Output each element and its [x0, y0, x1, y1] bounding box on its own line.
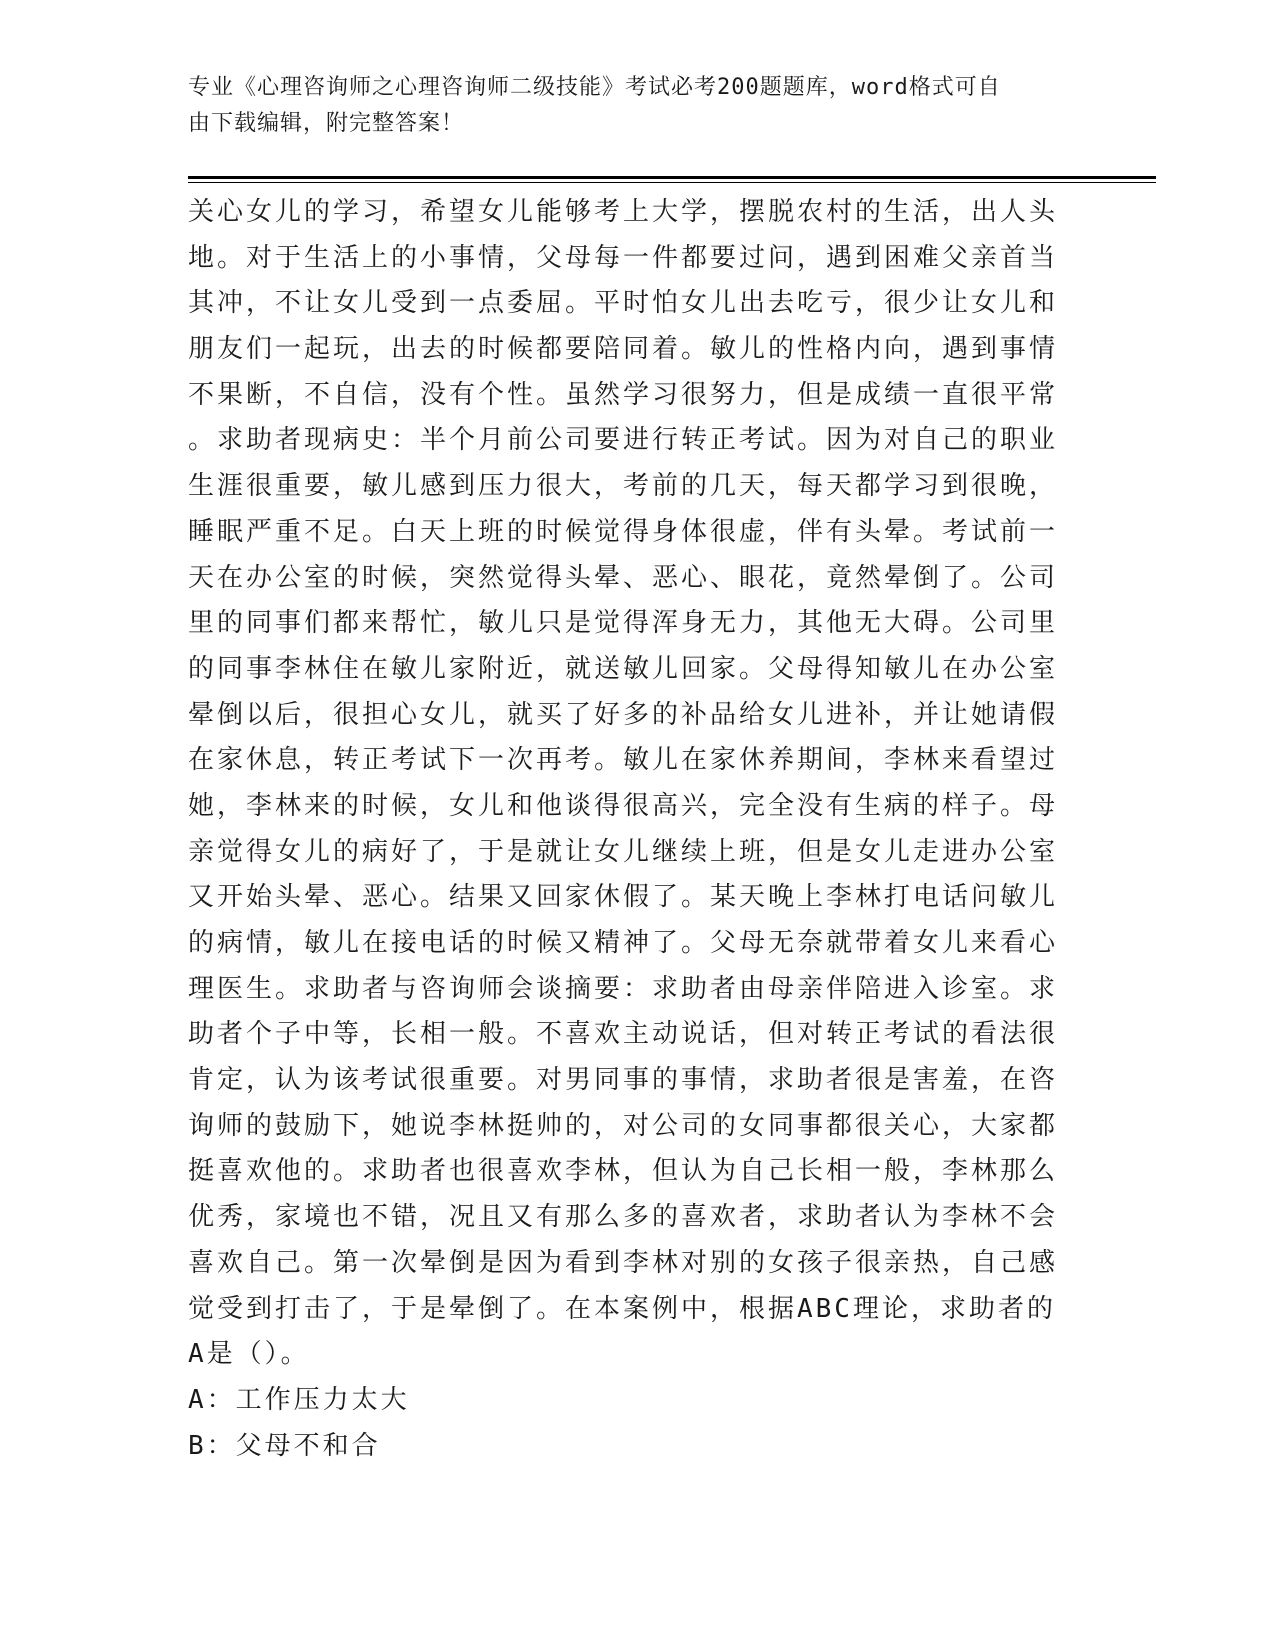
body-line: 。求助者现病史：半个月前公司要进行转正考试。因为对自己的职业 — [188, 425, 1059, 456]
body-line: 询师的鼓励下，她说李林挺帅的，对公司的女同事都很关心，大家都 — [188, 1110, 1059, 1141]
answer-option-a: A：工作压力太大 — [188, 1384, 410, 1415]
body-line: 理医生。求助者与咨询师会谈摘要：求助者由母亲伴陪进入诊室。求 — [188, 973, 1059, 1004]
header-line: 专业《心理咨询师之心理咨询师二级技能》考试必考200题题库，word格式可自 — [188, 75, 1001, 100]
body-line: 朋友们一起玩，出去的时候都要陪同着。敏儿的性格内向，遇到事情 — [188, 334, 1059, 365]
body-line: 晕倒以后，很担心女儿，就买了好多的补品给女儿进补，并让她请假 — [188, 699, 1059, 730]
body-line: 她，李林来的时候，女儿和他谈得很高兴，完全没有生病的样子。母 — [188, 790, 1059, 821]
body-line: 睡眠严重不足。白天上班的时候觉得身体很虚，伴有头晕。考试前一 — [188, 516, 1059, 547]
body-line: 不果断，不自信，没有个性。虽然学习很努力，但是成绩一直很平常 — [188, 379, 1059, 410]
body-line: 生涯很重要，敏儿感到压力很大，考前的几天，每天都学习到很晚， — [188, 471, 1059, 502]
header-divider-thin — [188, 182, 1156, 183]
body-line: 天在办公室的时候，突然觉得头晕、恶心、眼花，竟然晕倒了。公司 — [188, 562, 1059, 593]
question-stem-end: A是（）。 — [188, 1339, 310, 1370]
body-line: 里的同事们都来帮忙，敏儿只是觉得浑身无力，其他无大碍。公司里 — [188, 608, 1059, 639]
body-line: 喜欢自己。第一次晕倒是因为看到李林对别的女孩子很亲热，自己感 — [188, 1247, 1059, 1278]
body-line: 觉受到打击了，于是晕倒了。在本案例中，根据ABC理论，求助者的 — [188, 1293, 1056, 1324]
body-line: 挺喜欢他的。求助者也很喜欢李林，但认为自己长相一般，李林那么 — [188, 1156, 1059, 1187]
page-header — [188, 70, 1068, 142]
body-line: 肯定，认为该考试很重要。对男同事的事情，求助者很是害羞，在咨 — [188, 1065, 1059, 1096]
body-line: 优秀，家境也不错，况且又有那么多的喜欢者，求助者认为李林不会 — [188, 1202, 1059, 1233]
body-line: 助者个子中等，长相一般。不喜欢主动说话，但对转正考试的看法很 — [188, 1019, 1059, 1050]
body-line: 在家休息，转正考试下一次再考。敏儿在家休养期间，李林来看望过 — [188, 745, 1059, 776]
body-line: 又开始头晕、恶心。结果又回家休假了。某天晚上李林打电话问敏儿 — [188, 882, 1059, 913]
question-body — [188, 190, 1068, 1469]
body-line: 关心女儿的学习，希望女儿能够考上大学，摆脱农村的生活，出人头 — [188, 197, 1059, 227]
body-line: 地。对于生活上的小事情，父母每一件都要过问，遇到困难父亲首当 — [188, 242, 1059, 273]
body-line: 的病情，敏儿在接电话的时候又精神了。父母无奈就带着女儿来看心 — [188, 928, 1059, 958]
header-line: 由下载编辑，附完整答案！ — [188, 111, 465, 136]
body-line: 的同事李林住在敏儿家附近，就送敏儿回家。父母得知敏儿在办公室 — [188, 653, 1059, 684]
header-divider-thick — [188, 176, 1156, 179]
body-line: 亲觉得女儿的病好了，于是就让女儿继续上班，但是女儿走进办公室 — [188, 836, 1059, 867]
body-line: 其冲，不让女儿受到一点委屈。平时怕女儿出去吃亏，很少让女儿和 — [188, 288, 1059, 319]
answer-option-b: B：父母不和合 — [188, 1430, 381, 1461]
